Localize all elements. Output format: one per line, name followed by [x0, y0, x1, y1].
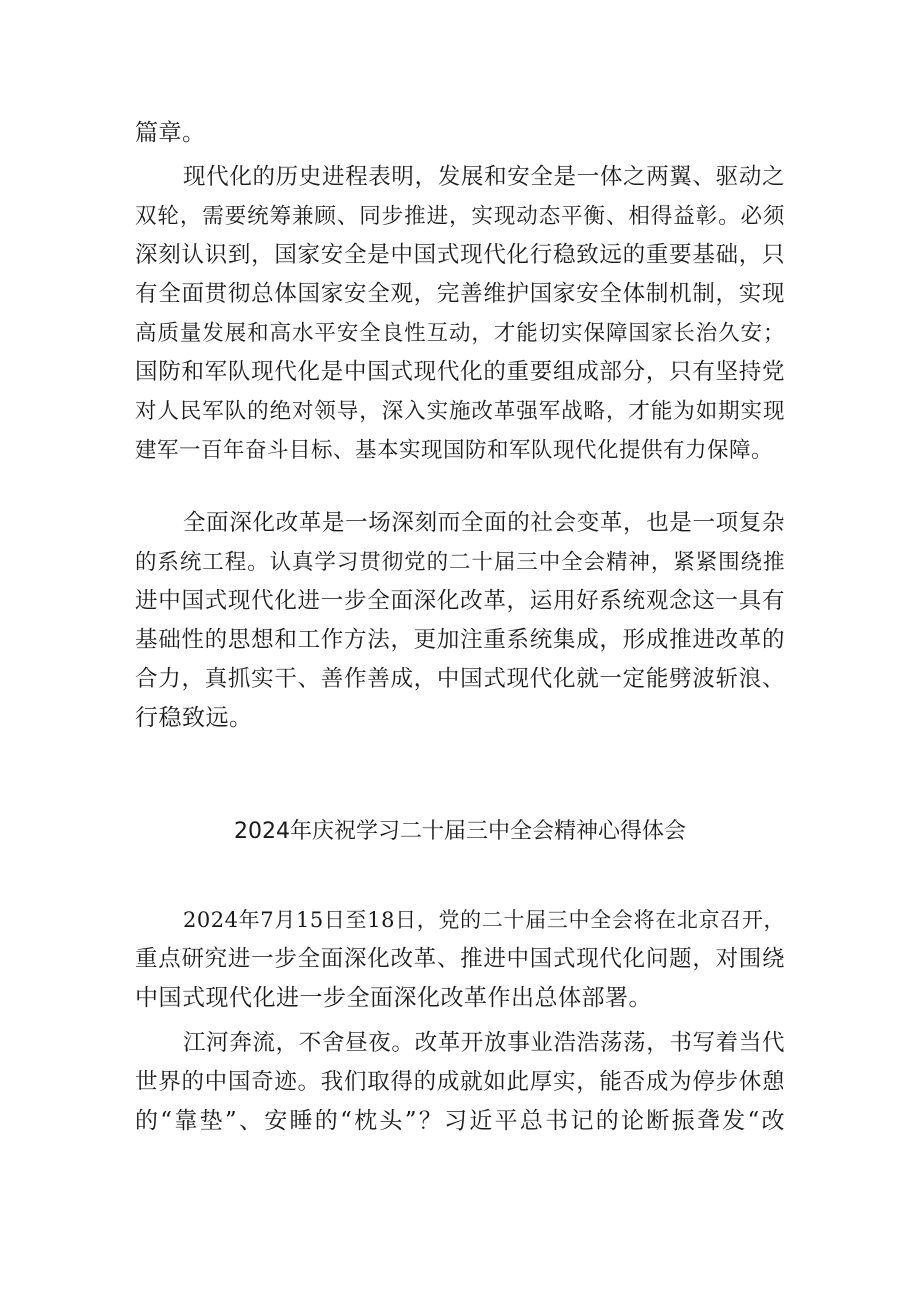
paragraph-rivers-flow	[135, 1024, 785, 1141]
text-line: 现代化的历史进程表明，发展和安全是一体之两翼、驱动之	[183, 164, 785, 190]
text-line: 的“靠垫”、安睡的“枕头”？习近平总书记的论断振聋发“改	[135, 1108, 785, 1134]
text-line: 合力，真抓实干、善作善成，中国式现代化就一定能劈波斩浪、	[135, 666, 785, 692]
text-line: 国防和军队现代化是中国式现代化的重要组成部分，只有坚持党	[135, 359, 785, 385]
text-line: 有全面贯彻总体国家安全观，完善维护国家安全体制机制，实现	[135, 281, 785, 307]
text-line: 行稳致远。	[135, 705, 253, 731]
paragraph-deepening-reform	[135, 504, 785, 738]
text-line: 中国式现代化进一步全面深化改革作出总体部署。	[135, 985, 652, 1011]
paragraph-continuation	[135, 114, 785, 153]
text-line: 深刻认识到，国家安全是中国式现代化行稳致远的重要基础，只	[135, 242, 785, 268]
text-line: 建军一百年奋斗目标、基本实现国防和军队现代化提供有力保障。	[135, 438, 774, 463]
text-line: 基础性的思想和工作方法，更加注重系统集成，形成推进改革的	[135, 627, 785, 653]
text-line: 篇章。	[135, 120, 206, 146]
paragraph-plenum-announcement	[135, 901, 785, 1018]
paragraph-modernization-security	[135, 158, 785, 470]
article-title: 2024年庆祝学习二十届三中全会精神心得体会	[234, 819, 686, 844]
text-line: 江河奔流，不舍昼夜。改革开放事业浩浩荡荡，书写着当代	[183, 1030, 785, 1056]
text-line: 对人民军队的绝对领导，深入实施改革强军战略，才能为如期实现	[135, 399, 785, 424]
text-line: 2024年7月15日至18日，党的二十届三中全会将在北京召开，	[183, 908, 785, 932]
text-line: 双轮，需要统筹兼顾、同步推进，实现动态平衡、相得益彰。必须	[135, 204, 785, 229]
text-line: 重点研究进一步全面深化改革、推进中国式现代化问题，对围绕	[135, 946, 785, 972]
text-line: 的系统工程。认真学习贯彻党的二十届三中全会精神，紧紧围绕推	[135, 550, 785, 575]
text-line: 高质量发展和高水平安全良性互动，才能切实保障国家长治久安；	[135, 321, 785, 346]
text-line: 世界的中国奇迹。我们取得的成就如此厚实，能否成为停步休憩	[135, 1069, 785, 1095]
text-line: 全面深化改革是一场深刻而全面的社会变革，也是一项复杂	[183, 510, 785, 536]
text-line: 进中国式现代化进一步全面深化改革，运用好系统观念这一具有	[135, 588, 785, 614]
